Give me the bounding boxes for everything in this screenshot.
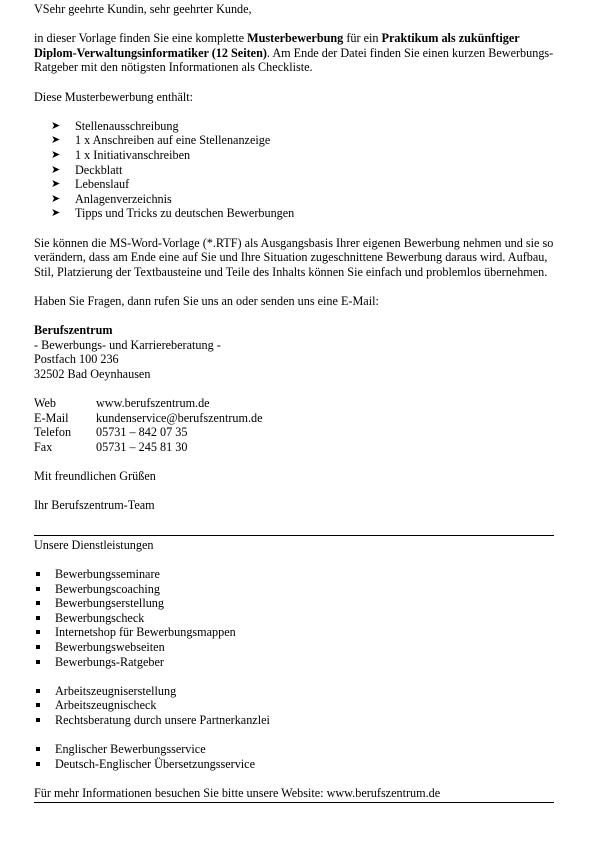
list-item: Bewerbungscoaching [34, 582, 554, 597]
arrow-bullet-icon: ➤ [51, 178, 61, 191]
services-list-1 [34, 567, 554, 669]
square-bullet-icon [36, 630, 40, 634]
company-name: Berufszentrum [34, 323, 113, 338]
intro-text-2: für ein [343, 31, 382, 46]
intro-bold-1: Musterbewerbung [247, 31, 344, 46]
footer-text: Für mehr Informationen besuchen Sie bitte unsere Website: www.berufszentrum.de [34, 785, 441, 800]
square-bullet-icon [36, 660, 40, 664]
list-item: Bewerbungsseminare [34, 567, 554, 582]
list-item: Bewerbungswebseiten [34, 640, 554, 655]
phone-number: 05731 – 842 07 35 [96, 425, 188, 440]
square-bullet-icon [36, 645, 40, 649]
arrow-bullet-icon: ➤ [51, 119, 61, 132]
list-item: Bewerbungs-Ratgeber [34, 655, 554, 670]
list-item: Arbeitszeugnischeck [34, 698, 554, 713]
arrow-bullet-icon: ➤ [51, 192, 61, 205]
intro-paragraph [34, 31, 554, 75]
square-bullet-icon [36, 762, 40, 766]
closing: Mit freundlichen Grüßen [34, 469, 156, 483]
list-item: Bewerbungserstellung [34, 596, 554, 611]
intro-bold-2: Praktikum als zukünftiger Diplom-Verwaltungsinformatiker (12 Seiten) [34, 31, 520, 60]
address-block [34, 323, 554, 381]
signature: Ihr Berufszentrum-Team [34, 498, 155, 513]
intro-text-3: . Am Ende der Datei finden Sie einen kurzen Bewerbungs-Ratgeber mit den nötigsten Informationen als Checkliste. [34, 45, 554, 75]
questions-paragraph: Haben Sie Fragen, dann rufen Sie uns an oder senden uns eine E-Mail: [34, 293, 379, 308]
greeting: VSehr geehrte Kundin, sehr geehrter Kunde, [34, 2, 252, 16]
list-item: ➤ Deckblatt [51, 162, 123, 177]
square-bullet-icon [36, 718, 40, 722]
contact-row-web: Web www.berufszentrum.de [34, 396, 210, 411]
services-heading: Unsere Dienstleistungen [34, 537, 154, 552]
list-item: ➤ Anlagenverzeichnis [51, 191, 172, 206]
usage-paragraph: Sie können die MS-Word-Vorlage (*.RTF) als Ausgangsbasis Ihrer eigenen Bewerbung nehmen und sie so verändern, dass am Ende eine auf Sie und Ihre Situation zugeschnittene Bewerbung daraus wird. Aufbau, Stil, Platzierung der Textbausteine und Teile des Inhalts können Sie einfach und problemlos übernehmen. [34, 235, 554, 279]
list-item: ➤ Stellenausschreibung [51, 118, 179, 133]
intro-text-1: in dieser Vorlage finden Sie eine komplette [34, 31, 248, 46]
square-bullet-icon [36, 703, 40, 707]
web-link[interactable]: www.berufszentrum.de [96, 396, 210, 411]
square-bullet-icon [36, 587, 40, 591]
services-list-3 [34, 742, 554, 771]
address-city: 32502 Bad Oeynhausen [34, 366, 151, 381]
list-item: ➤ Lebenslauf [51, 177, 130, 192]
list-item: Rechtsberatung durch unsere Partnerkanzlei [34, 713, 554, 728]
divider-bottom [34, 802, 554, 803]
list-item: Englischer Bewerbungsservice [34, 742, 554, 757]
square-bullet-icon [36, 601, 40, 605]
list-item: ➤ Tipps und Tricks zu deutschen Bewerbungen [51, 206, 295, 221]
contact-row-email: E-Mail kundenservice@berufszentrum.de [34, 410, 263, 425]
list-item: Deutsch-Englischer Übersetzungsservice [34, 757, 554, 772]
company-subtitle: - Bewerbungs- und Karriereberatung - [34, 337, 221, 352]
contents-heading: Diese Musterbewerbung enthält: [34, 89, 194, 104]
services-list-2 [34, 684, 554, 728]
arrow-bullet-icon: ➤ [51, 148, 61, 161]
contact-row-fax: Fax 05731 – 245 81 30 [34, 439, 188, 454]
list-item: Bewerbungscheck [34, 611, 554, 626]
square-bullet-icon [36, 747, 40, 751]
email-link[interactable]: kundenservice@berufszentrum.de [96, 410, 263, 425]
contact-row-phone: Telefon 05731 – 842 07 35 [34, 425, 188, 440]
document-page [34, 2, 554, 803]
list-item: ➤ 1 x Anschreiben auf eine Stellenanzeige [51, 133, 271, 148]
fax-number: 05731 – 245 81 30 [96, 439, 188, 454]
list-item: Internetshop für Bewerbungsmappen [34, 625, 554, 640]
arrow-bullet-icon: ➤ [51, 207, 61, 220]
arrow-bullet-icon: ➤ [51, 163, 61, 176]
square-bullet-icon [36, 616, 40, 620]
square-bullet-icon [36, 689, 40, 693]
list-item: Arbeitszeugniserstellung [34, 684, 554, 699]
square-bullet-icon [36, 572, 40, 576]
list-item: ➤ 1 x Initiativanschreiben [51, 147, 191, 162]
divider-top [34, 535, 554, 536]
address-street: Postfach 100 236 [34, 352, 119, 367]
contents-list [34, 119, 554, 221]
arrow-bullet-icon: ➤ [51, 134, 61, 147]
contact-block [34, 396, 554, 454]
